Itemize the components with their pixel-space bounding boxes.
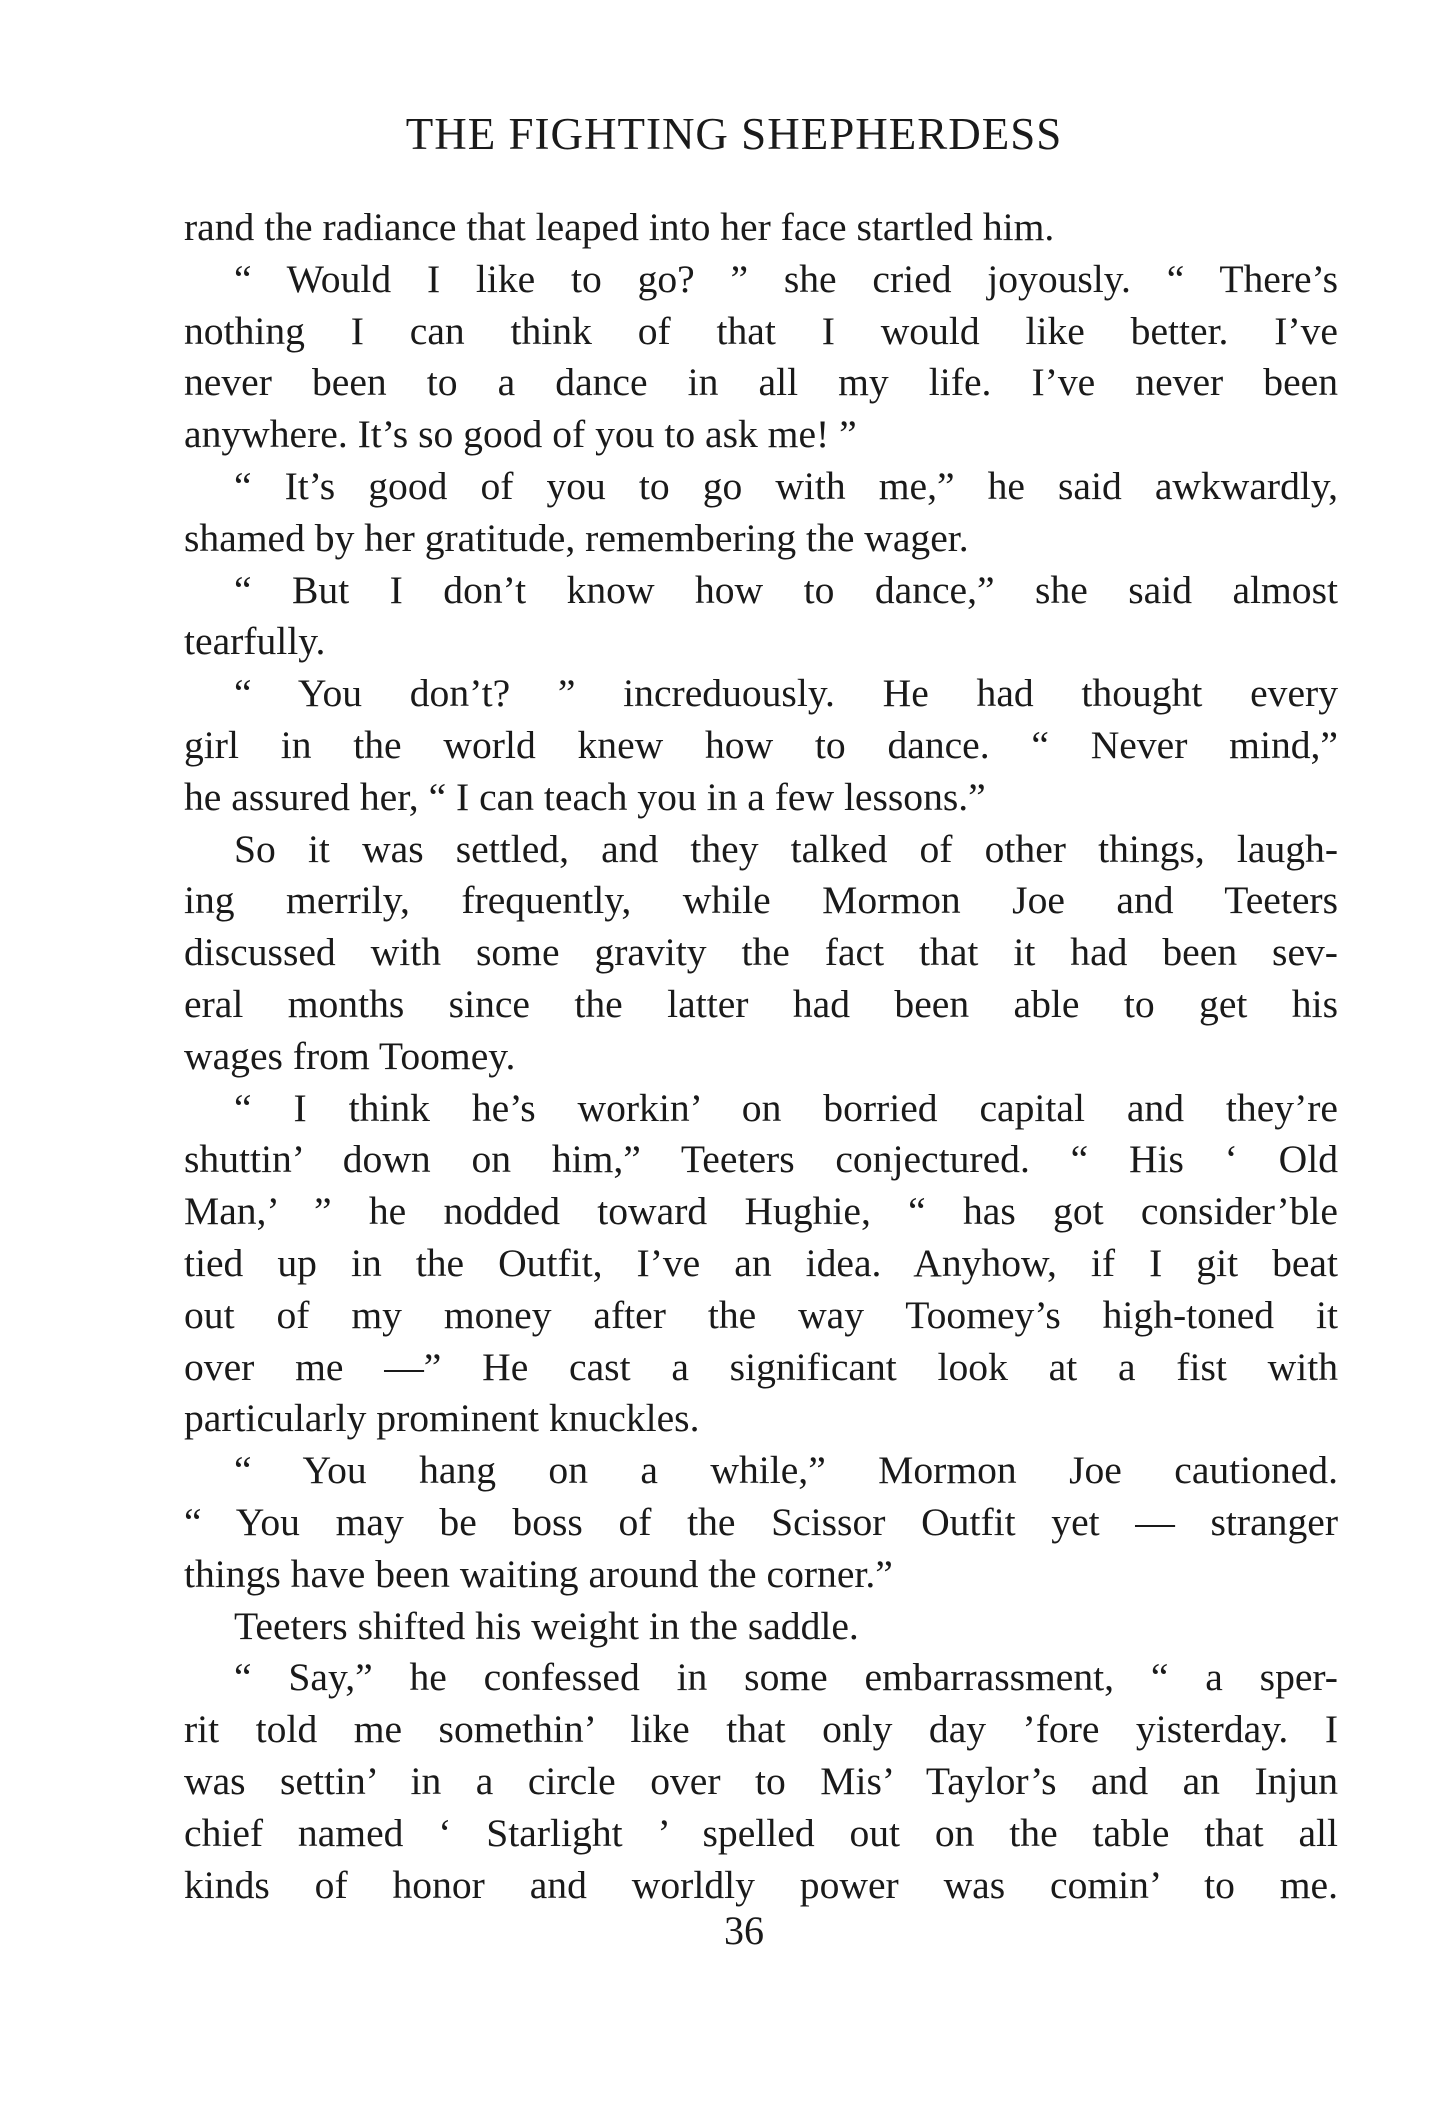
running-head: THE FIGHTING SHEPHERDESS [405,109,1063,159]
text-line: nothing I can think of that I would like better. I’ve [184,308,1338,353]
text-line: rit told me somethin’ like that only day ’fore yisterday. I [184,1707,1338,1752]
text-line: tearfully. [184,619,326,664]
text-line: “ You hang on a while,” Mormon Joe cautioned. [234,1448,1338,1493]
text-line: girl in the world knew how to dance. “ Never mind,” [184,722,1338,767]
text-line: ing merrily, frequently, while Mormon Joe and Teeters [184,878,1338,923]
text-line: things have been waiting around the corner.” [184,1551,893,1596]
text-line: anywhere. It’s so good of you to ask me! ” [184,412,857,457]
text-line: was settin’ in a circle over to Mis’ Taylor’s and an Injun [184,1758,1338,1803]
text-line: shamed by her gratitude, remembering the wager. [184,515,969,560]
text-line: “ Say,” he confessed in some embarrassment, “ a sper- [234,1655,1338,1700]
text-line: particularly prominent knuckles. [184,1396,700,1441]
text-line: chief named ‘ Starlight ’ spelled out on the table that all [184,1810,1338,1855]
text-line: tied up in the Outfit, I’ve an idea. Anyhow, if I git beat [184,1240,1338,1285]
text-line: he assured her, “ I can teach you in a few lessons.” [184,774,986,819]
text-line: “ I think he’s workin’ on borried capital and they’re [234,1085,1338,1130]
text-line: Man,’ ” he nodded toward Hughie, “ has got consider’ble [184,1189,1338,1234]
text-line: Teeters shifted his weight in the saddle. [234,1603,859,1648]
text-line: rand the radiance that leaped into her face startled him. [184,205,1055,249]
text-line: out of my money after the way Toomey’s high-toned it [184,1292,1338,1337]
body-text [184,202,1338,1911]
text-line: eral months since the latter had been able to get his [184,981,1338,1026]
text-line: “ You may be boss of the Scissor Outfit yet — stranger [184,1499,1338,1544]
text-line: “ It’s good of you to go with me,” he said awkwardly, [234,463,1338,508]
text-line: So it was settled, and they talked of other things, laugh- [234,826,1338,871]
text-line: “ But I don’t know how to dance,” she said almost [234,567,1338,612]
text-line: wages from Toomey. [184,1033,516,1078]
text-line: discussed with some gravity the fact that it had been sev- [184,930,1338,975]
text-line: over me —” He cast a significant look at a fist with [184,1344,1338,1389]
page-number: 36 [724,1908,764,1953]
text-line: “ You don’t? ” increduously. He had thought every [234,671,1338,716]
text-line: never been to a dance in all my life. I’ve never been [184,360,1338,405]
text-line: kinds of honor and worldly power was comin’ to me. [184,1862,1338,1907]
text-line: “ Would I like to go? ” she cried joyously. “ There’s [234,256,1338,301]
text-line: shuttin’ down on him,” Teeters conjectured. “ His ‘ Old [184,1137,1338,1182]
